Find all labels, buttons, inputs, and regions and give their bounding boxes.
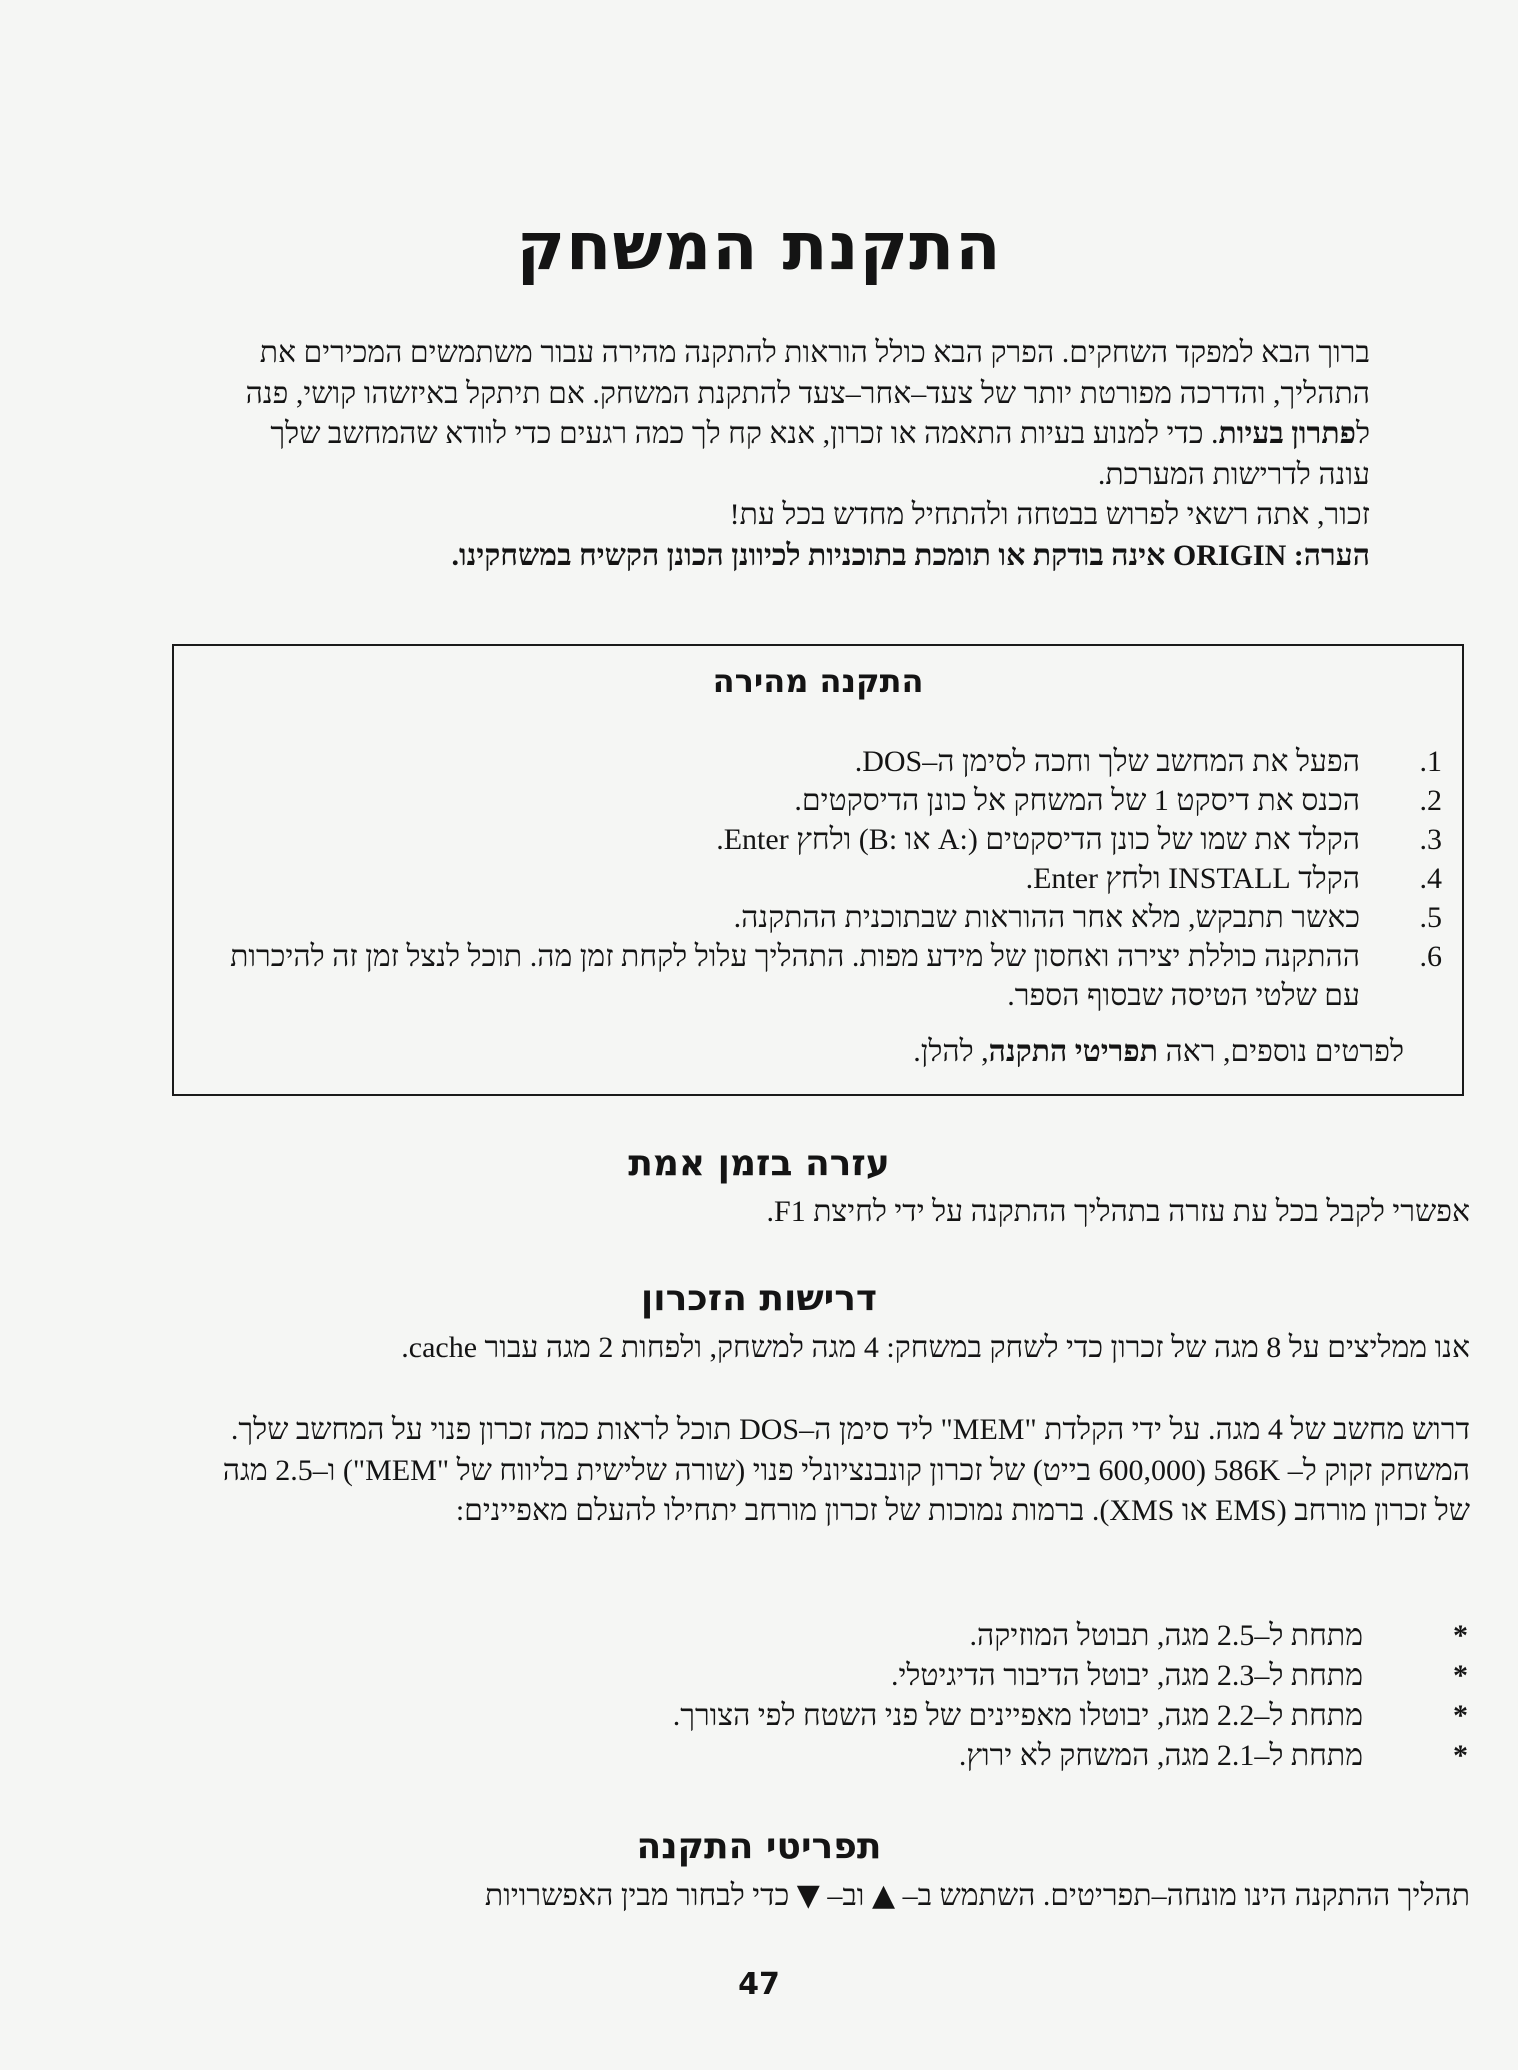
bullet-star: * <box>1453 1619 1468 1652</box>
list-item <box>202 742 1442 781</box>
page-title: התקנת המשחק <box>516 208 1002 285</box>
step-text: הקלד INSTALL ולחץ Enter. <box>1025 862 1360 895</box>
arrow-down-icon: ▼ <box>796 1878 820 1913</box>
quick-install-steps <box>202 742 1442 1015</box>
bullet-text: מתחת ל–2.2 מגה, יבוטלו מאפיינים של פני השטח לפי הצורך. <box>672 1699 1363 1732</box>
menus-text-start: תהליך ההתקנה הינו מונחה–תפריטים. השתמש ב– <box>895 1879 1470 1912</box>
step-text: ההתקנה כוללת יצירה ואחסון של מידע מפות. התהליך עלול לקחת זמן מה. תוכל לנצל זמן זה להיכרות עם שלטי הטיסה שבסוף הספר. <box>230 940 1360 1012</box>
bullet-text: מתחת ל–2.3 מגה, יבוטל הדיבור הדיגיטלי. <box>890 1659 1363 1692</box>
quick-install-more <box>913 1035 1404 1069</box>
menus-text-mid: וב– <box>819 1879 872 1912</box>
menus-text-end: כדי לבחור מבין האפשרויות <box>484 1879 797 1912</box>
intro-paragraph <box>240 333 1370 495</box>
install-menus-ref: תפריטי התקנה <box>988 1035 1158 1068</box>
step-number: 4. <box>1419 862 1442 895</box>
list-item <box>202 937 1442 1015</box>
list-item <box>208 1736 1468 1776</box>
memory-title: דרישות הזכרון <box>640 1278 878 1319</box>
intro-text: ברוך הבא למפקד השחקים. הפרק הבא כולל הוראות להתקנה מהירה עבור משתמשים המכירים את התהליך, והדרכה מפורטת יותר של צעד–אחר–צעד להתקנת המשחק. אם תיתקל באיזשהו קושי, פנה ל <box>245 336 1370 450</box>
bullet-text: מתחת ל–2.1 מגה, המשחק לא ירוץ. <box>958 1739 1363 1772</box>
realtime-help-text: אפשרי לקבל בכל עת עזרה בתהליך ההתקנה על ידי לחיצת F1. <box>766 1195 1470 1228</box>
step-text: כאשר תתבקש, מלא אחר ההוראות שבתוכנית ההתקנה. <box>733 901 1360 934</box>
page-number: 47 <box>738 1967 780 2002</box>
more-text: לפרטים נוספים, ראה <box>1158 1035 1404 1068</box>
memory-paragraph-2: דרוש מחשב של 4 מגה. על ידי הקלדת "MEM" ליד סימן ה–DOS תוכל לראות כמה זכרון פנוי על המחשב שלך. המשחק זקוק ל– 586K (600,000 בייט) של זכרון קונבנציונלי פנוי (שורה שלישית בליווח של "MEM") ו–2.5 מגה של זכרון מורחב (EMS או XMS). ברמות נמוכות של זכרון מורחב יתחילו להעלם מאפיינים: <box>222 1413 1470 1527</box>
quick-install-box <box>172 644 1464 1096</box>
quick-install-title: התקנה מהירה <box>712 662 924 700</box>
install-menus-title: תפריטי התקנה <box>636 1826 882 1867</box>
bullet-star: * <box>1453 1699 1468 1732</box>
install-menus-text <box>205 1876 1470 1917</box>
list-item <box>202 859 1442 898</box>
realtime-help-title: עזרה בזמן אמת <box>628 1143 890 1184</box>
step-number: 3. <box>1419 823 1442 856</box>
list-item <box>202 781 1442 820</box>
memory-bullets <box>208 1616 1468 1776</box>
arrow-up-icon: ▲ <box>871 1878 896 1913</box>
step-text: הכנס את דיסקט 1 של המשחק אל כונן הדיסקטים. <box>794 784 1360 817</box>
list-item <box>202 898 1442 937</box>
troubleshooting-ref: פתרון בעיות <box>1218 417 1356 450</box>
intro-reminder: זכור, אתה רשאי לפרוש בבטחה ולהתחיל מחדש בכל עת! <box>729 498 1370 531</box>
bullet-star: * <box>1453 1659 1468 1692</box>
intro-section <box>240 333 1370 576</box>
step-text: הקלד את שמו של כונן הדיסקטים (:A או :B) ולחץ Enter. <box>716 823 1360 856</box>
memory-paragraph-1: אנו ממליצים על 8 מגה של זכרון כדי לשחק במשחק: 4 מגה למשחק, ולפחות 2 מגה עבור cache. <box>401 1331 1470 1364</box>
list-item <box>208 1616 1468 1656</box>
step-number: 6. <box>1419 940 1442 973</box>
bullet-text: מתחת ל–2.5 מגה, תבוטל המוזיקה. <box>969 1619 1363 1652</box>
intro-text-end: . כדי למנוע בעיות התאמה או זכרון, אנא קח לך כמה רגעים כדי לוודא שהמחשב שלך עונה לדרישות המערכת. <box>270 417 1370 491</box>
step-number: 2. <box>1419 784 1442 817</box>
bullet-star: * <box>1453 1739 1468 1772</box>
list-item <box>208 1656 1468 1696</box>
step-number: 5. <box>1419 901 1442 934</box>
intro-note: הערה: ORIGIN אינה בודקת או תומכת בתוכניות לכיוונן הכונן הקשיח במשחקינו. <box>451 538 1370 572</box>
list-item <box>208 1696 1468 1736</box>
list-item <box>202 820 1442 859</box>
step-number: 1. <box>1419 745 1442 778</box>
step-text: הפעל את המחשב שלך וחכה לסימן ה–DOS. <box>854 745 1360 778</box>
more-text-end: , להלן. <box>913 1035 989 1068</box>
